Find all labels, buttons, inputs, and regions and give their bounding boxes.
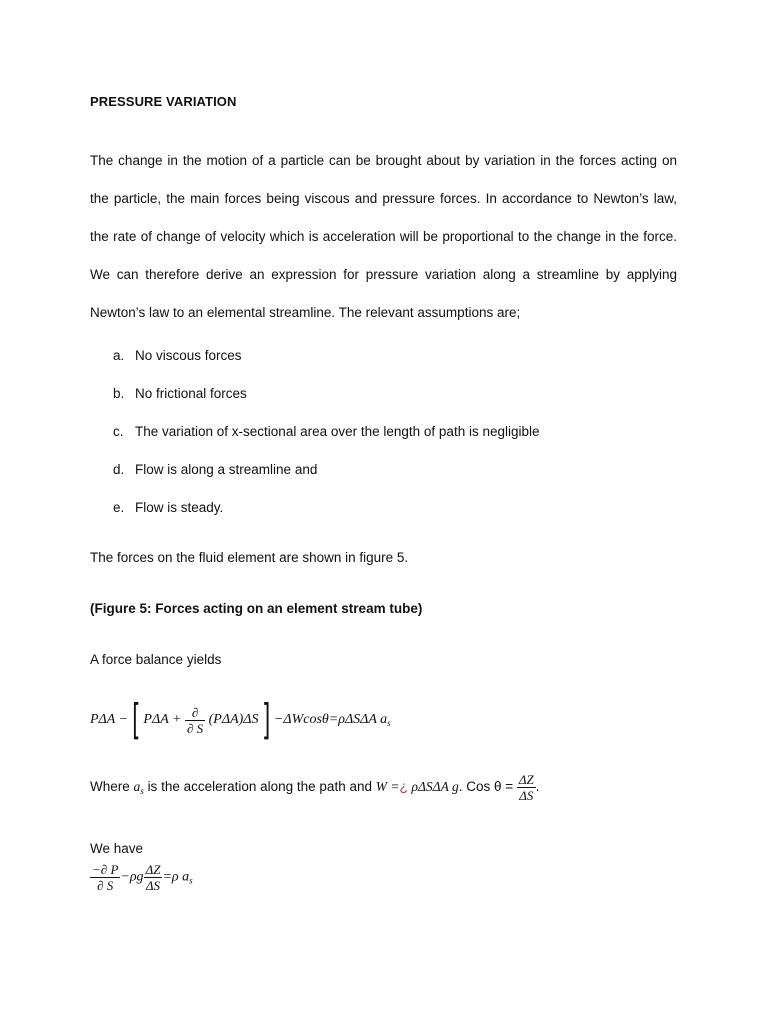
eq2-rhs: =ρ a bbox=[162, 869, 190, 885]
eq2-fraction-2 bbox=[144, 862, 163, 893]
where-end: . bbox=[535, 779, 540, 795]
eq1-inner-a: PΔA bbox=[143, 712, 169, 728]
where-middle: is the acceleration along the path and bbox=[147, 779, 372, 795]
figure-caption: (Figure 5: Forces acting on an element stream tube) bbox=[90, 601, 423, 616]
list-marker: c. bbox=[113, 424, 124, 439]
eq1-rest: −ΔWcosθ=ρΔSΔA a bbox=[273, 712, 388, 728]
force-balance-intro: A force balance yields bbox=[90, 652, 222, 667]
where-w-rest: ρΔSΔA g bbox=[411, 779, 459, 795]
eq1-minus: − bbox=[118, 712, 129, 728]
eq2-den1: ∂ S bbox=[97, 878, 114, 893]
eq1-partial-num: ∂ bbox=[185, 705, 205, 721]
list-marker: e. bbox=[113, 500, 125, 515]
list-marker: b. bbox=[113, 386, 125, 401]
we-have-label: We have bbox=[90, 841, 144, 856]
pressure-equation bbox=[90, 862, 193, 893]
where-word: Where bbox=[90, 779, 130, 795]
force-balance-equation bbox=[90, 695, 391, 744]
eq1-partial-den: ∂ S bbox=[186, 720, 204, 736]
where-frac-num: ΔZ bbox=[518, 772, 534, 787]
list-marker: a. bbox=[113, 348, 125, 363]
eq2-num2: ΔZ bbox=[145, 862, 161, 877]
where-fraction bbox=[517, 772, 536, 803]
eq1-lhs: PΔA bbox=[90, 712, 116, 728]
where-a-symbol bbox=[133, 779, 144, 797]
eq2-den2: ΔS bbox=[145, 878, 161, 893]
list-item-text: No viscous forces bbox=[135, 348, 242, 363]
where-cos-label: . Cos θ = bbox=[458, 779, 514, 795]
eq1-plus: + bbox=[172, 712, 182, 728]
where-w-mark: ¿ bbox=[399, 779, 408, 795]
eq2-subscript: s bbox=[189, 875, 193, 886]
eq1-inner-b: (PΔA)ΔS bbox=[208, 712, 259, 728]
list-item-text: Flow is along a streamline and bbox=[135, 462, 318, 477]
list-item-text: Flow is steady. bbox=[135, 500, 224, 515]
list-item-text: No frictional forces bbox=[135, 386, 247, 401]
section-heading: PRESSURE VARIATION bbox=[90, 94, 237, 109]
where-a: a bbox=[133, 779, 141, 795]
where-w-eq: W = bbox=[375, 779, 400, 795]
eq1-subscript: s bbox=[387, 718, 391, 729]
eq1-partial-fraction bbox=[185, 705, 205, 736]
where-a-sub: s bbox=[140, 786, 144, 797]
eq2-mid: −ρg bbox=[120, 869, 144, 885]
eq2-fraction-1 bbox=[90, 862, 120, 893]
eq1-open-bracket: [ bbox=[131, 695, 140, 744]
where-line bbox=[90, 772, 540, 803]
forces-sentence: The forces on the fluid element are shown in figure 5. bbox=[90, 550, 409, 565]
eq1-close-bracket: ] bbox=[262, 695, 271, 744]
where-frac-den: ΔS bbox=[519, 788, 534, 803]
eq2-num1: −∂ P bbox=[92, 862, 119, 877]
intro-paragraph: The change in the motion of a particle can be brought about by variation in the forces acting on the particle, the main forces being viscous and pressure forces. In accordance to Newton’s law, the rate of change of velocity which is acceleration will be proportional to the change in the force. We can therefore derive an expression for pressure variation along a streamline by applying Newton’s law to an elemental streamline. The relevant assumptions are; bbox=[90, 153, 677, 320]
list-marker: d. bbox=[113, 462, 125, 477]
list-item-text: The variation of x-sectional area over the length of path is negligible bbox=[135, 424, 540, 439]
